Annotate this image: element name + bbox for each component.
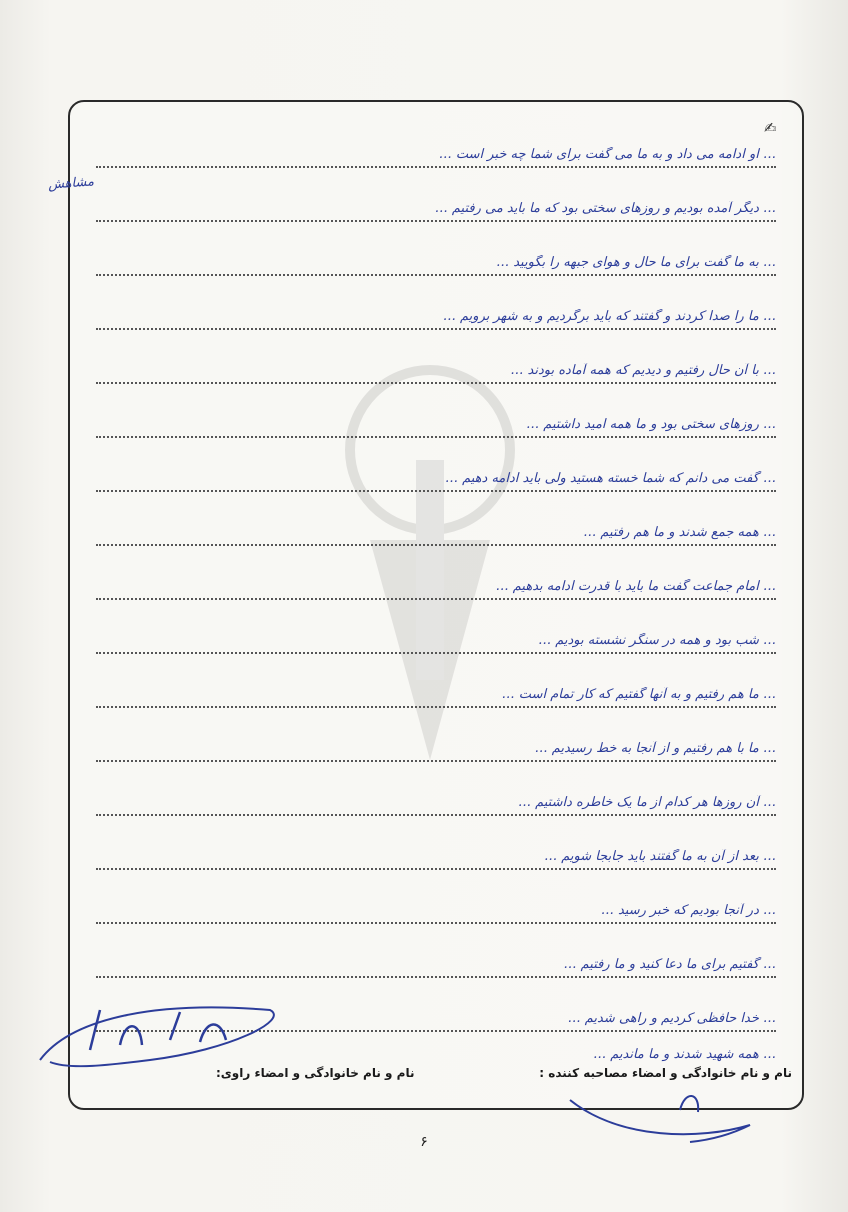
line-text: … ما با هم رفتیم و از آنجا به خط رسیدیم … xyxy=(534,741,776,756)
line-text: … گفتیم برای ما دعا کنید و ما رفتیم … xyxy=(563,957,776,972)
line-text: … آن روزها هر کدام از ما یک خاطره داشتیم … xyxy=(517,795,776,810)
writing-line xyxy=(96,606,776,662)
line-text: … خدا حافظی کردیم و راهی شدیم … xyxy=(567,1011,776,1026)
line-text: … روزهای سختی بود و ما همه امید داشتیم … xyxy=(526,417,776,432)
pen-icon: ✍ xyxy=(764,119,777,137)
line-text: … با آن حال رفتیم و دیدیم که همه آماده بودند … xyxy=(510,363,776,378)
dotted-rule xyxy=(96,868,776,870)
line-text: … امام جماعت گفت ما باید با قدرت ادامه بدهیم … xyxy=(495,579,776,594)
dotted-rule xyxy=(96,490,776,492)
interviewer-signature-label: نام و نام خانوادگی و امضاء مصاحبه کننده : xyxy=(539,1066,792,1080)
writing-line xyxy=(96,120,776,176)
dotted-rule xyxy=(96,166,776,168)
line-text: … او ادامه می داد و به ما می گفت برای شما چه خبر است … xyxy=(438,147,776,162)
line-text: … به ما گفت برای ما حال و هوای جبهه را بگویید … xyxy=(496,255,776,270)
writing-line xyxy=(96,552,776,608)
dotted-rule xyxy=(96,922,776,924)
interviewer-signature xyxy=(560,1080,760,1150)
writing-line xyxy=(96,336,776,392)
page-number: ۶ xyxy=(420,1134,428,1150)
line-text: … در آنجا بودیم که خبر رسید … xyxy=(600,903,776,918)
line-text: … همه جمع شدند و ما هم رفتیم … xyxy=(583,525,776,540)
writing-line xyxy=(96,174,776,230)
line-text: … گفت می دانم که شما خسته هستید ولی باید ادامه دهیم … xyxy=(444,471,776,486)
writing-line xyxy=(96,822,776,878)
line-text: … ما را صدا کردند و گفتند که باید برگردیم و به شهر برویم … xyxy=(442,309,776,324)
narrator-signature-label: نام و نام خانوادگی و امضاء راوی: xyxy=(216,1066,415,1080)
writing-line xyxy=(96,444,776,500)
writing-line xyxy=(96,228,776,284)
writing-line xyxy=(96,282,776,338)
writing-line xyxy=(96,876,776,932)
dotted-rule xyxy=(96,220,776,222)
dotted-rule xyxy=(96,328,776,330)
line-text: … همه شهید شدند و ما ماندیم … xyxy=(593,1047,776,1062)
line-text: … شب بود و همه در سنگر نشسته بودیم … xyxy=(538,633,776,648)
line-text: … دیگر آمده بودیم و روزهای سختی بود که ما باید می رفتیم … xyxy=(434,201,776,216)
writing-line xyxy=(96,660,776,716)
dotted-rule xyxy=(96,652,776,654)
dotted-rule xyxy=(96,382,776,384)
handwritten-lines xyxy=(96,120,776,1062)
margin-note: مشاهش xyxy=(47,174,95,193)
dotted-rule xyxy=(96,814,776,816)
writing-line xyxy=(96,714,776,770)
dotted-rule xyxy=(96,544,776,546)
line-text: … بعد از آن به ما گفتند باید جابجا شویم … xyxy=(544,849,776,864)
dotted-rule xyxy=(96,598,776,600)
dotted-rule xyxy=(96,976,776,978)
writing-line xyxy=(96,390,776,446)
dotted-rule xyxy=(96,274,776,276)
writing-line xyxy=(96,498,776,554)
dotted-rule xyxy=(96,760,776,762)
writing-line xyxy=(96,930,776,986)
form-footer xyxy=(80,1066,792,1090)
line-text: … ما هم رفتیم و به آنها گفتیم که کار تمام است … xyxy=(501,687,776,702)
dotted-rule xyxy=(96,706,776,708)
writing-line xyxy=(96,768,776,824)
dotted-rule xyxy=(96,436,776,438)
